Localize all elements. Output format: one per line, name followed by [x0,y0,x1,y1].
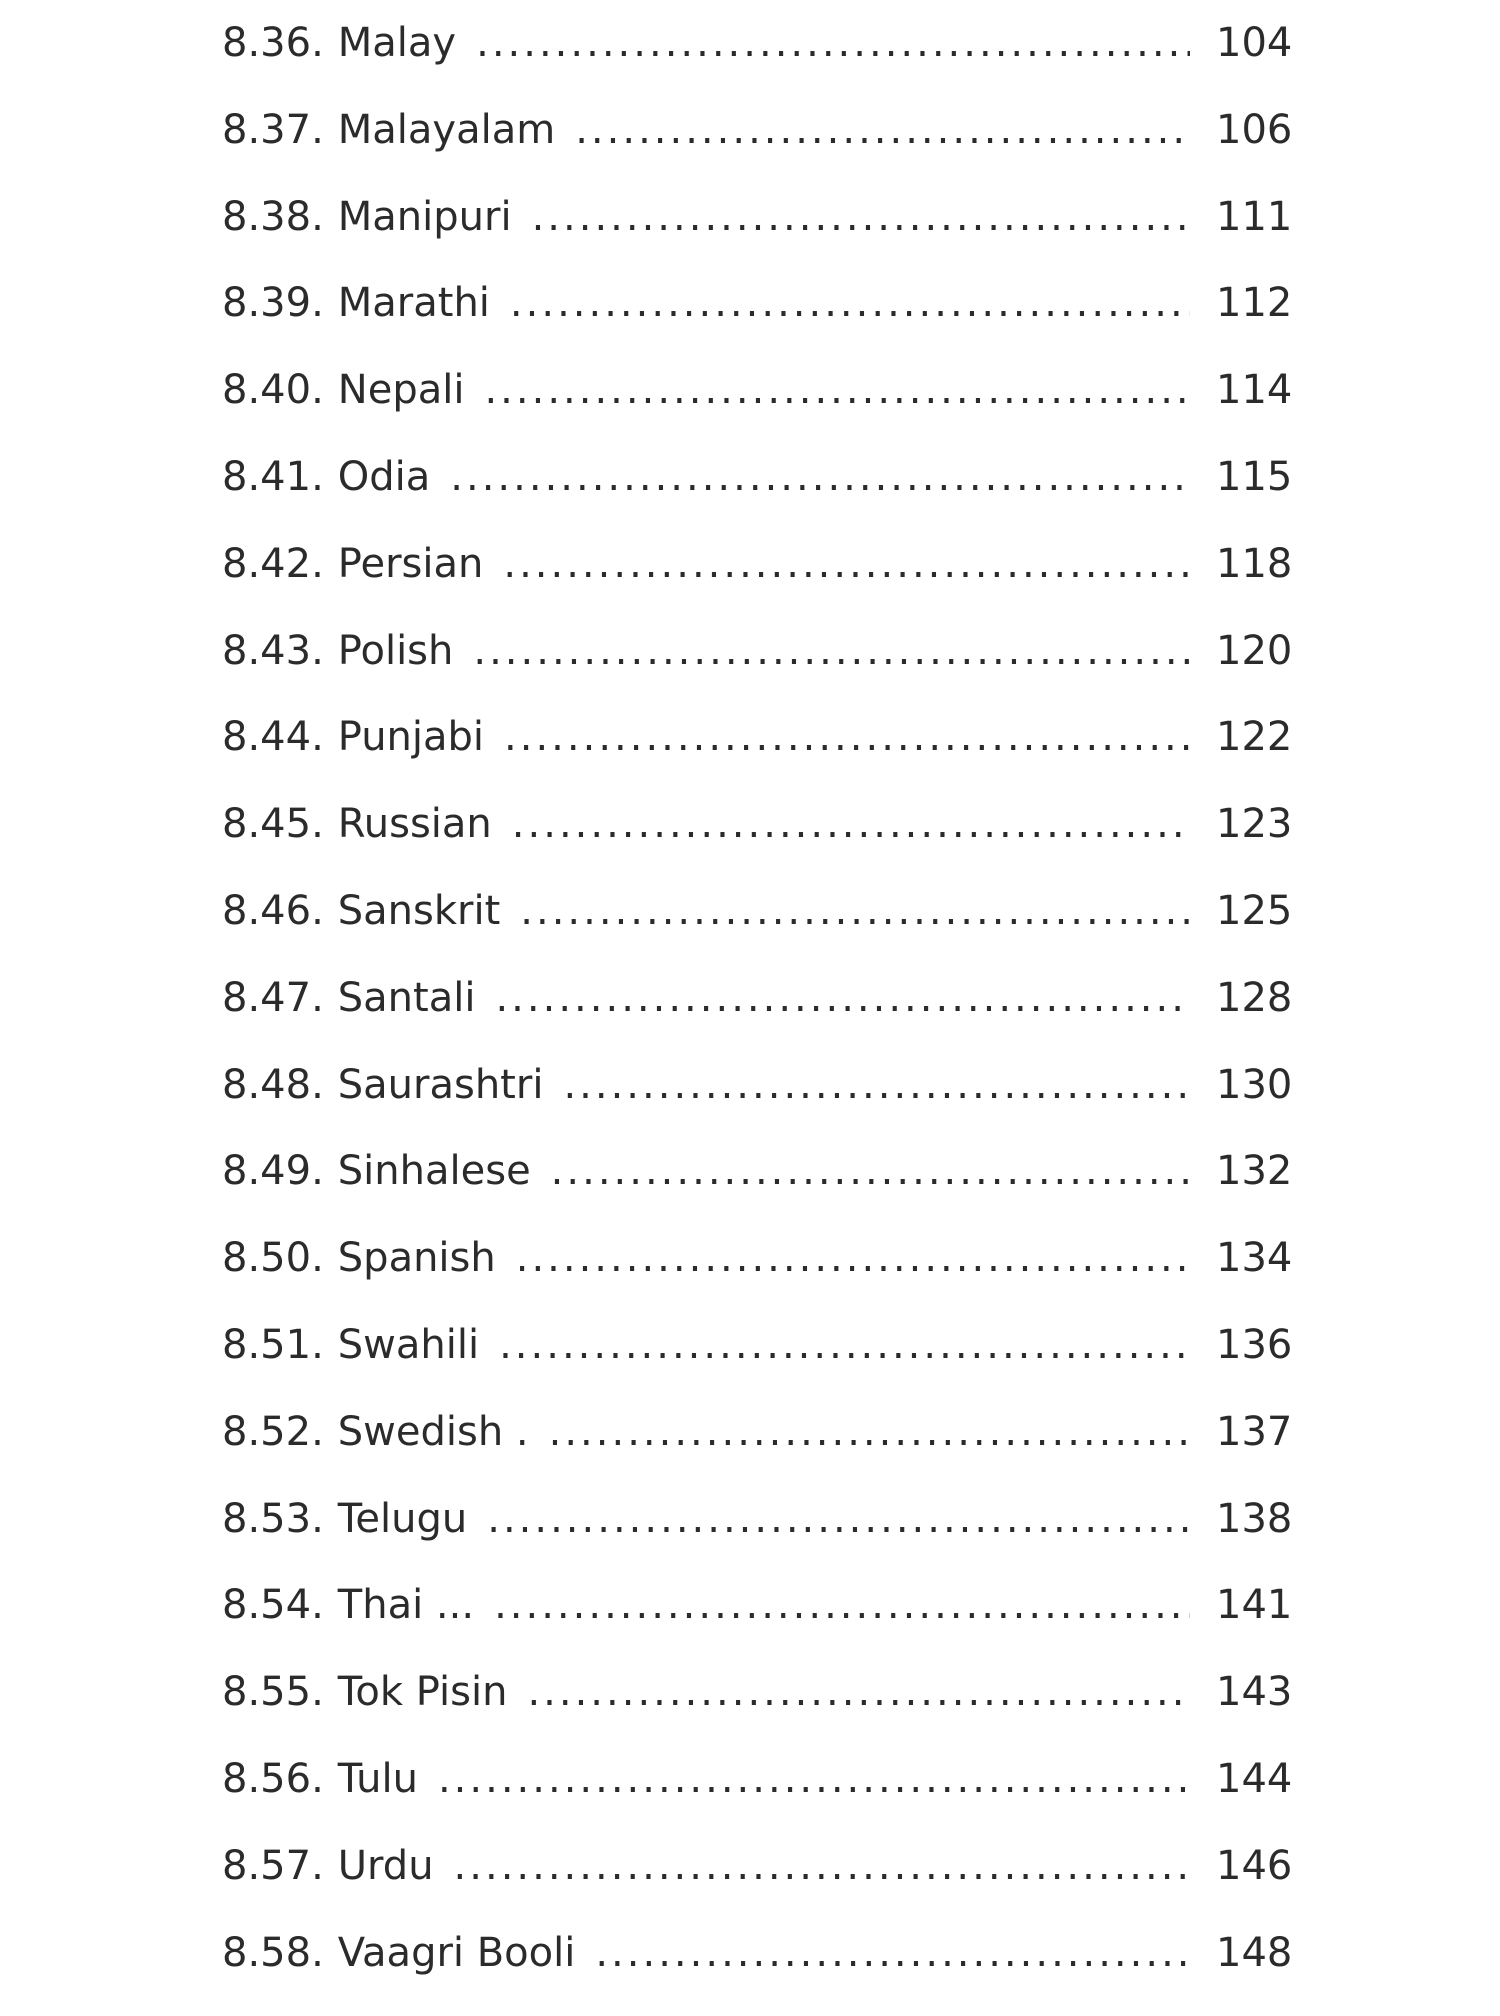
toc-entry-page: 143 [1216,1669,1293,1716]
toc-entry-title: Polish [337,627,454,674]
toc-entry-title: Tok Pisin [337,1669,508,1716]
toc-entry-nepali[interactable] [222,367,1292,454]
dot-leader [495,975,1190,1021]
toc-entry-title: Sanskrit [337,887,501,934]
toc-entry-number: 8.38. [222,193,324,240]
toc-entry-page: 104 [1216,20,1293,66]
dot-leader [494,1582,1190,1628]
toc-entry-number: 8.36. [222,20,324,66]
toc-entry-title: Nepali [337,367,465,414]
toc-entry-tok-pisin[interactable] [222,1669,1292,1756]
dot-leader [487,1496,1190,1542]
toc-entry-page: 128 [1216,974,1293,1021]
toc-entry-title: Odia [337,453,431,500]
toc-entry-page: 130 [1216,1061,1293,1108]
toc-entry-title: Urdu [337,1842,434,1889]
dot-leader [549,1409,1190,1455]
dot-leader [512,801,1190,847]
toc-entry-sinhalese[interactable] [222,1148,1292,1235]
toc-entry-title: Vaagri Booli [337,1929,576,1976]
toc-entry-santali[interactable] [222,975,1292,1062]
toc-entry-title: Swedish . [337,1408,529,1455]
toc-entry-vaagri-booli[interactable] [222,1930,1292,2016]
toc-entry-title: Telugu [337,1495,468,1542]
toc-entry-number: 8.58. [222,1929,324,1976]
toc-entry-page: 138 [1216,1495,1293,1542]
toc-entry-malay[interactable] [222,20,1292,107]
toc-entry-page: 125 [1216,887,1293,934]
toc-entry-thai[interactable] [222,1582,1292,1669]
toc-entry-title: Russian [337,801,492,848]
dot-leader [499,1322,1190,1368]
dot-leader [575,107,1190,153]
dot-leader [520,888,1190,934]
dot-leader [503,541,1190,587]
toc-entry-number: 8.43. [222,627,324,674]
toc-entry-page: 120 [1216,627,1293,674]
toc-entry-page: 136 [1216,1321,1293,1368]
dot-leader [450,454,1190,500]
toc-entry-title: Thai ... [337,1582,475,1629]
toc-entry-page: 114 [1216,367,1293,414]
dot-leader [476,20,1190,66]
toc-entry-page: 134 [1216,1235,1293,1282]
toc-entry-page: 112 [1216,280,1293,327]
toc-entry-page: 148 [1216,1929,1293,1976]
toc-entry-swedish[interactable] [222,1409,1292,1496]
toc-entry-number: 8.44. [222,714,324,761]
table-of-contents [222,20,1292,2016]
toc-entry-page: 141 [1216,1582,1293,1629]
toc-entry-number: 8.48. [222,1061,324,1108]
toc-entry-number: 8.47. [222,974,324,1021]
toc-entry-title: Swahili [337,1321,480,1368]
toc-entry-punjabi[interactable] [222,714,1292,801]
toc-entry-number: 8.39. [222,280,324,327]
toc-entry-number: 8.41. [222,453,324,500]
dot-leader [438,1756,1190,1802]
toc-entry-title: Spanish [337,1235,496,1282]
toc-entry-number: 8.52. [222,1408,324,1455]
toc-entry-title: Marathi [337,280,490,327]
toc-entry-spanish[interactable] [222,1235,1292,1322]
toc-entry-page: 146 [1216,1842,1293,1889]
toc-entry-malayalam[interactable] [222,107,1292,194]
toc-entry-page: 132 [1216,1148,1293,1195]
toc-entry-page: 123 [1216,801,1293,848]
toc-entry-title: Tulu [337,1755,418,1802]
dot-leader [473,628,1190,674]
dot-leader [484,367,1190,413]
toc-entry-title: Santali [337,974,476,1021]
dot-leader [504,714,1190,760]
dot-leader [551,1148,1190,1194]
toc-entry-title: Manipuri [337,193,512,240]
toc-entry-manipuri[interactable] [222,194,1292,281]
toc-entry-number: 8.49. [222,1148,324,1195]
toc-entry-title: Sinhalese [337,1148,531,1195]
dot-leader [510,280,1190,326]
toc-entry-number: 8.46. [222,887,324,934]
toc-entry-number: 8.42. [222,540,324,587]
toc-entry-swahili[interactable] [222,1322,1292,1409]
toc-entry-number: 8.40. [222,367,324,414]
toc-entry-russian[interactable] [222,801,1292,888]
toc-entry-page: 111 [1216,193,1293,240]
toc-entry-number: 8.57. [222,1842,324,1889]
toc-entry-title: Malayalam [337,106,556,153]
toc-entry-persian[interactable] [222,541,1292,628]
toc-entry-page: 137 [1216,1408,1293,1455]
toc-entry-number: 8.45. [222,801,324,848]
toc-entry-page: 144 [1216,1755,1293,1802]
toc-entry-page: 118 [1216,540,1293,587]
dot-leader [563,1062,1190,1108]
toc-entry-page: 122 [1216,714,1293,761]
toc-entry-number: 8.51. [222,1321,324,1368]
toc-entry-telugu[interactable] [222,1496,1292,1583]
dot-leader [516,1235,1190,1281]
toc-entry-title: Punjabi [337,714,485,761]
toc-entry-number: 8.37. [222,106,324,153]
toc-entry-marathi[interactable] [222,280,1292,367]
toc-entry-title: Saurashtri [337,1061,544,1108]
toc-entry-tulu[interactable] [222,1756,1292,1843]
toc-entry-polish[interactable] [222,628,1292,715]
toc-entry-title: Malay [337,20,457,66]
toc-entry-odia[interactable] [222,454,1292,541]
toc-entry-page: 106 [1216,106,1293,153]
toc-entry-number: 8.50. [222,1235,324,1282]
dot-leader [532,194,1190,240]
dot-leader [454,1843,1190,1889]
dot-leader [527,1669,1190,1715]
toc-entry-title: Persian [337,540,484,587]
toc-entry-number: 8.55. [222,1669,324,1716]
toc-entry-number: 8.54. [222,1582,324,1629]
toc-entry-sanskrit[interactable] [222,888,1292,975]
toc-entry-number: 8.53. [222,1495,324,1542]
dot-leader [595,1930,1190,1976]
toc-entry-number: 8.56. [222,1755,324,1802]
toc-entry-saurashtri[interactable] [222,1062,1292,1149]
toc-entry-urdu[interactable] [222,1843,1292,1930]
toc-entry-page: 115 [1216,453,1293,500]
